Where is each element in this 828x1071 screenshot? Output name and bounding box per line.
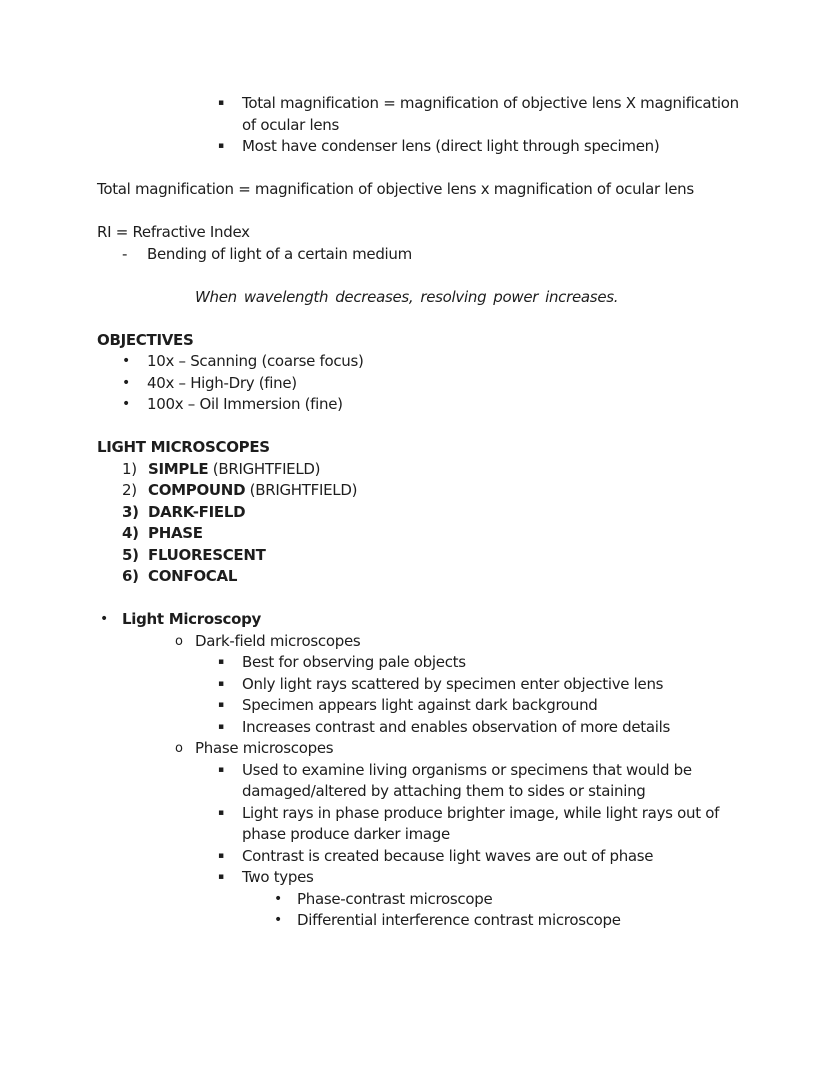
numbered-item-text (148, 566, 740, 588)
bullet-item (100, 609, 740, 631)
sub-bullet-item (175, 738, 740, 760)
objective-text: 40x – High-Dry (fine) (147, 373, 297, 392)
type-text: Phase-contrast microscope (297, 889, 493, 908)
microscope-name: SIMPLE (148, 459, 209, 478)
list-number: 3) (122, 502, 139, 521)
type-item (274, 889, 740, 911)
light-microscopy-heading: Light Microscopy (122, 610, 262, 628)
microscope-name: FLUORESCENT (148, 545, 266, 564)
microscope-name: DARK-FIELD (148, 502, 246, 521)
numbered-item (122, 480, 740, 502)
numbered-item-text (148, 459, 740, 481)
bullet-text: Only light rays scattered by specimen enter objective lens (242, 674, 664, 693)
spacer (97, 201, 740, 223)
numbered-item (122, 545, 740, 567)
bullet-text: Increases contrast and enables observation of more details (242, 717, 671, 736)
bullet-item (218, 93, 740, 136)
objective-text: 10x – Scanning (coarse focus) (147, 352, 364, 370)
spacer (97, 158, 740, 180)
spacer (97, 416, 740, 438)
dark-field-label: Dark-field microscopes (195, 631, 361, 650)
circle-bullet-icon: o (175, 633, 183, 649)
list-number: 1) (122, 459, 137, 478)
phase-label: Phase microscopes (195, 739, 334, 757)
microscope-detail: (BRIGHTFIELD) (245, 481, 358, 499)
round-bullet-icon: • (122, 374, 130, 391)
square-bullet-icon: ▪ (218, 764, 224, 775)
bullet-item (218, 867, 740, 889)
numbered-item-text (148, 523, 740, 545)
spacer (97, 308, 740, 330)
type-item (274, 910, 740, 932)
numbered-item (122, 566, 740, 588)
bullet-item (218, 760, 740, 803)
microscope-name: COMPOUND (148, 481, 246, 499)
list-number: 4) (122, 524, 139, 542)
italic-note: When wavelength decreases, resolving power increases. (195, 287, 619, 306)
square-bullet-icon: ▪ (218, 872, 224, 882)
bullet-text: Specimen appears light against dark background (242, 696, 598, 714)
dash-item-text: Bending of light of a certain medium (147, 244, 412, 263)
bullet-text: Light rays in phase produce brighter image, while light rays out of phase produce darker image (242, 803, 720, 843)
square-bullet-icon: ▪ (218, 721, 224, 732)
objective-item (122, 373, 740, 395)
bullet-text: Total magnification = magnification of objective lens X magnification of ocular lens (242, 94, 739, 134)
list-number: 6) (122, 567, 139, 585)
square-bullet-icon: ▪ (218, 700, 224, 710)
type-text: Differential interference contrast microscope (297, 911, 621, 929)
objective-item (122, 394, 740, 416)
round-bullet-icon: • (122, 353, 130, 369)
numbered-item-text (148, 480, 740, 502)
square-bullet-icon: ▪ (218, 678, 224, 689)
bullet-item (218, 717, 740, 739)
bullet-item (218, 695, 740, 717)
round-bullet-icon: • (274, 890, 282, 907)
bullet-item (218, 136, 740, 158)
bullet-item (218, 803, 740, 846)
bullet-text: Most have condenser lens (direct light through specimen) (242, 137, 660, 155)
microscope-detail: (BRIGHTFIELD) (208, 459, 321, 478)
refractive-index-line: RI = Refractive Index (97, 223, 250, 241)
bullet-text: Contrast is created because light waves are out of phase (242, 846, 654, 865)
bullet-text: Best for observing pale objects (242, 653, 466, 671)
numbered-item-text (148, 502, 740, 524)
objective-text: 100x – Oil Immersion (fine) (147, 395, 343, 413)
list-number: 5) (122, 545, 139, 564)
bullet-item (218, 652, 740, 674)
square-bullet-icon: ▪ (218, 98, 224, 108)
section-heading-light-microscopes: LIGHT MICROSCOPES (97, 438, 270, 456)
bullet-text: Two types (242, 868, 314, 886)
square-bullet-icon: ▪ (218, 807, 224, 818)
dash-bullet-icon: - (122, 244, 128, 263)
round-bullet-icon: • (274, 912, 282, 928)
objective-item (122, 351, 740, 373)
numbered-item-text (148, 545, 740, 567)
list-number: 2) (122, 481, 137, 499)
numbered-item (122, 459, 740, 481)
dash-item (122, 244, 740, 266)
bullet-text: Used to examine living organisms or specimens that would be damaged/altered by attaching them to sides or staining (242, 760, 692, 800)
bullet-item (218, 846, 740, 868)
spacer (97, 588, 740, 610)
spacer (97, 265, 740, 287)
square-bullet-icon: ▪ (218, 141, 224, 151)
numbered-item (122, 502, 740, 524)
square-bullet-icon: ▪ (218, 850, 224, 861)
microscope-name: CONFOCAL (148, 567, 238, 585)
paragraph-total-magnification: Total magnification = magnification of objective lens x magnification of ocular lens (97, 180, 694, 198)
section-heading-objectives: OBJECTIVES (97, 330, 194, 349)
round-bullet-icon: • (122, 396, 130, 412)
bullet-item (218, 674, 740, 696)
round-bullet-icon: • (100, 611, 108, 627)
square-bullet-icon: ▪ (218, 657, 224, 667)
numbered-item (122, 523, 740, 545)
circle-bullet-icon: o (175, 741, 183, 756)
sub-bullet-item (175, 631, 740, 653)
microscope-name: PHASE (148, 524, 203, 542)
